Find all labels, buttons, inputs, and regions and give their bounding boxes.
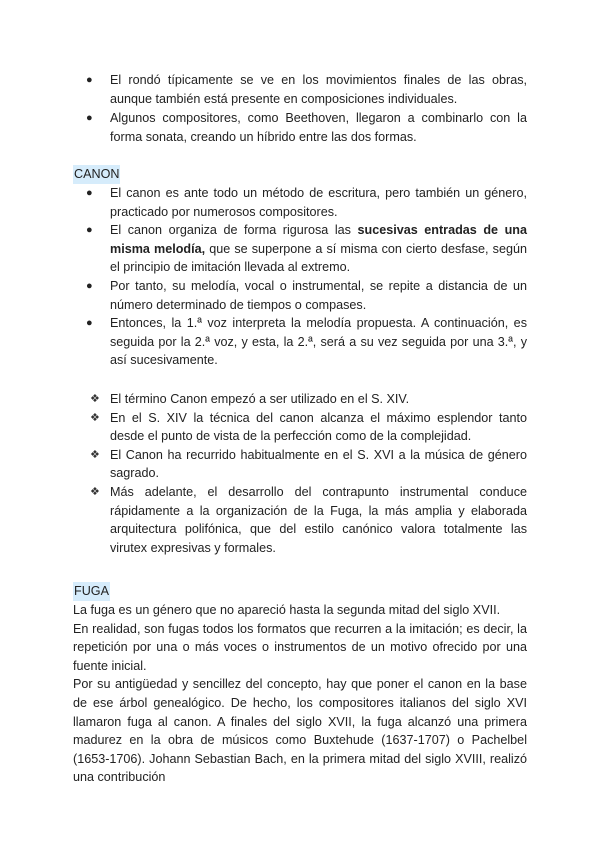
bullet-dot-icon: ● — [86, 224, 93, 237]
list-item: ❖ En el S. XIV la técnica del canon alcanza el máximo esplendor tanto desde el punto de vista de la perfección como de la complejidad. — [90, 410, 527, 444]
bullet-dot-icon: ● — [86, 187, 93, 199]
diamond-bullet-icon: ❖ — [90, 485, 100, 498]
diamond-bullet-icon: ❖ — [90, 393, 100, 405]
list-item: ● Algunos compositores, como Beethoven, llegaron a combinarlo con la forma sonata, creando un híbrido entre las dos formas. — [86, 111, 527, 144]
paragraph: En realidad, son fugas todos los formatos que recurren a la imitación; es decir, la repetición por una o más voces o instrumentos de un motivo ofrecido por una fuente inicial. — [73, 621, 527, 673]
intro-bullet-list — [0, 71, 600, 146]
list-item: ● Entonces, la 1.ª voz interpreta la melodía propuesta. A continuación, es seguida por la 2.ª voz, y esta, la 2.ª, será a su vez seguida por una 3.ª, y así sucesivamente. — [86, 316, 527, 368]
list-item: ● El canon es ante todo un método de escritura, pero también un género, practicado por numerosos compositores. — [86, 186, 527, 219]
bullet-dot-icon: ● — [86, 112, 93, 125]
diamond-bullet-icon: ❖ — [90, 411, 100, 424]
paragraph: Por su antigüedad y sencillez del concepto, hay que poner el canon en la base de ese árbol genealógico. De hecho, los compositores italianos del siglo XVI llamaron fuga al canon. A finales del siglo XVII, la fuga alcanzó una primera madurez en la obra de músicos como Buxtehude (1637-1707) o Pachelbel (1653-1706). Johann Sebastian Bach, en la primera mitad del siglo XVIII, realizó una contribución — [73, 677, 527, 785]
list-item: ❖ El Canon ha recurrido habitualmente en el S. XVI a la música de género sagrado. — [90, 447, 527, 481]
bullet-dot-icon: ● — [86, 279, 93, 292]
fuga-body — [0, 601, 600, 787]
canon-history-list — [0, 390, 600, 557]
emphasis-text: sucesivas entradas de una misma melodía, — [110, 223, 527, 256]
bullet-dot-icon: ● — [86, 74, 93, 86]
list-item: ❖ Más adelante, el desarrollo del contrapunto instrumental conduce rápidamente a la organización de la Fuga, la más amplia y elaborada arquitectura polifónica, que del estilo canónico valora totalmente las virutex expresivas y formales. — [90, 484, 527, 555]
section-heading-canon: CANON — [73, 165, 120, 184]
bullet-dot-icon: ● — [86, 317, 93, 330]
paragraph: La fuga es un género que no apareció hasta la segunda mitad del siglo XVII. — [73, 603, 501, 617]
canon-bullet-list — [0, 184, 600, 370]
section-heading-fuga: FUGA — [73, 582, 110, 601]
list-item: ❖ El término Canon empezó a ser utilizado en el S. XIV. — [110, 390, 527, 409]
diamond-bullet-icon: ❖ — [90, 448, 100, 461]
list-item: ● El canon organiza de forma rigurosa las sucesivas entradas de una misma melodía, que se superpone a sí misma con cierto desfase, según el principio de imitación llevada al extremo. — [86, 223, 527, 275]
list-item: ● El rondó típicamente se ve en los movimientos finales de las obras, aunque también está presente en composiciones individuales. — [86, 73, 527, 106]
list-item: ● Por tanto, su melodía, vocal o instrumental, se repite a distancia de un número determinado de tiempos o compases. — [86, 278, 527, 312]
